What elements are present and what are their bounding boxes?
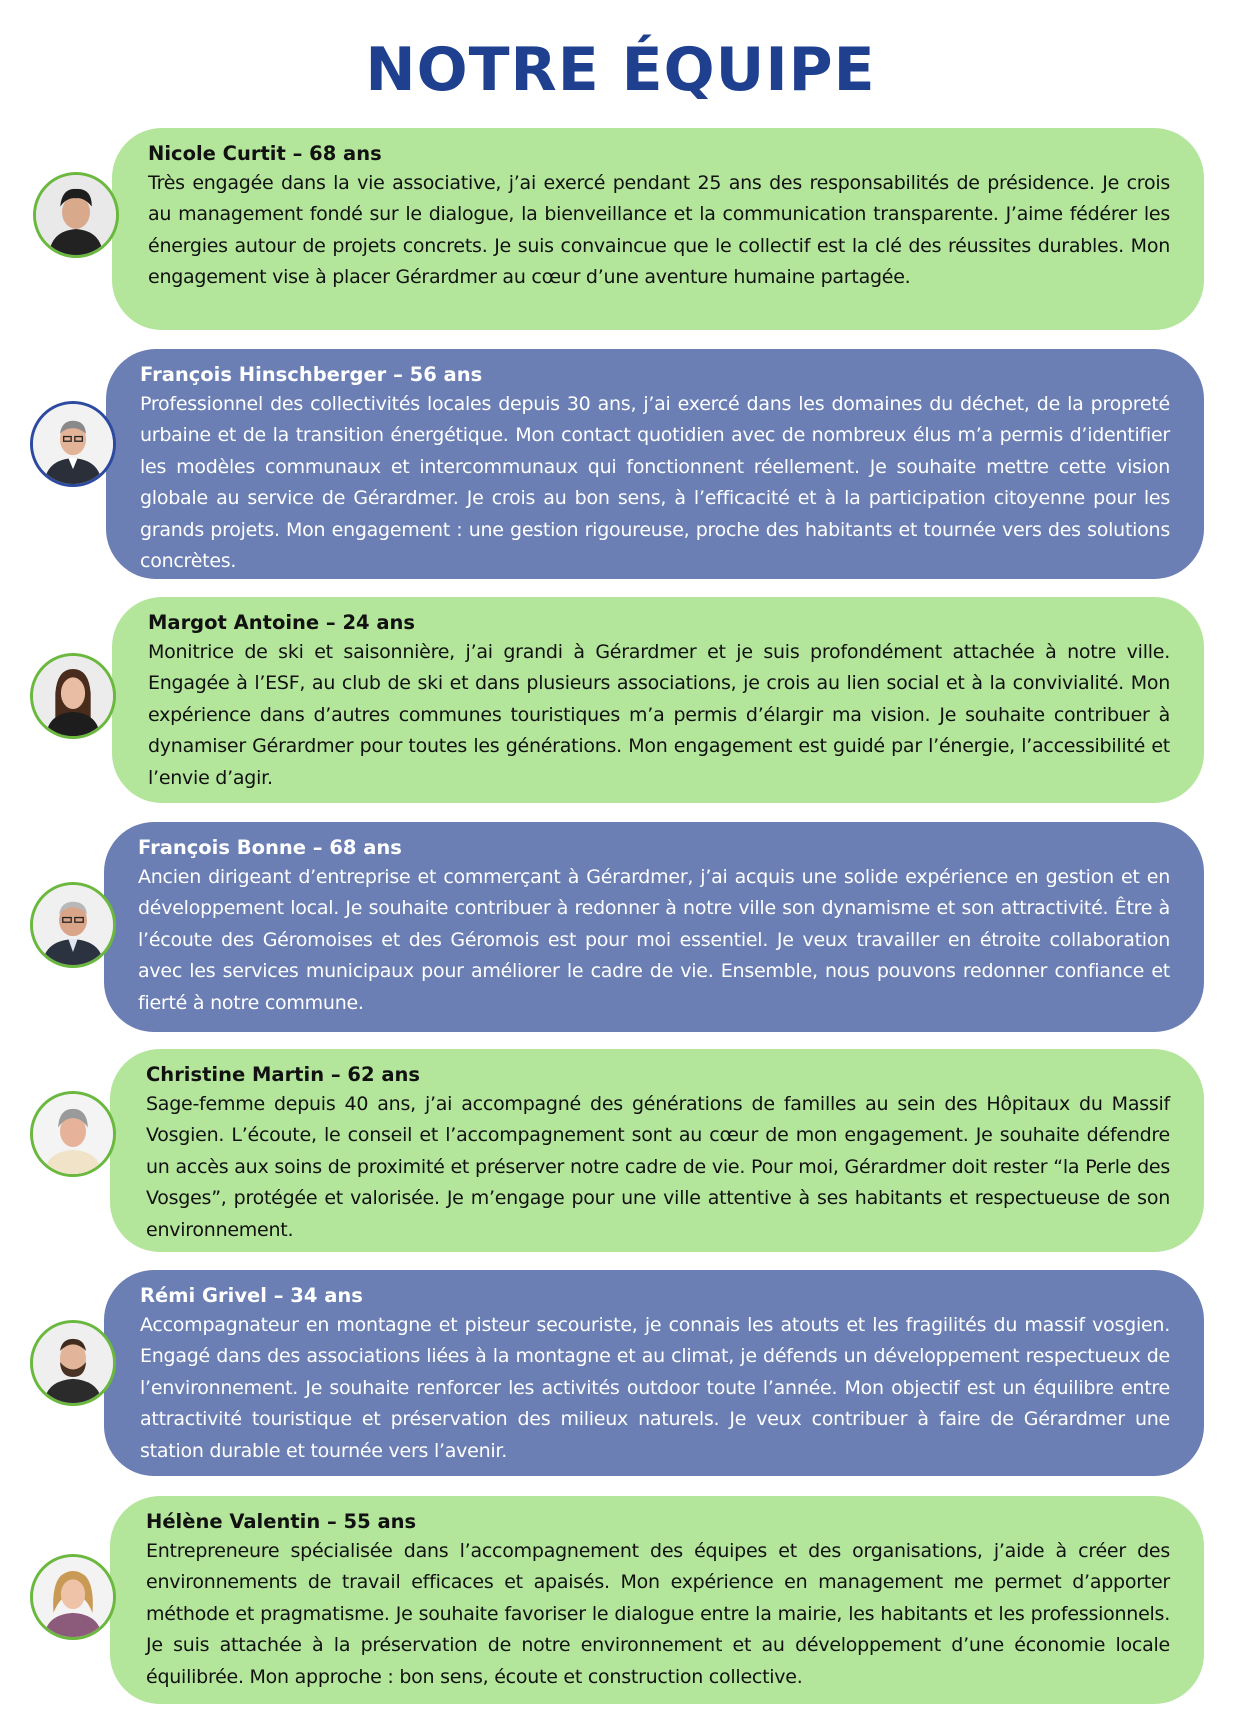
member-name: François Bonne – 68 ans [138, 836, 402, 859]
member-bio: Entrepreneure spécialisée dans l’accompagnement des équipes et des organisations, j’aide à créer des environnements de travail efficaces et apaisés. Mon expérience en management me permet d’apporter méthode et pragmatisme. Je souhaite favoriser le dialogue entre la mairie, les habitants et les professionnels. Je suis attachée à la préservation de notre environnement et au développement d’une économie locale équilibrée. Mon approche : bon sens, écoute et construction collective. [146, 1540, 1170, 1688]
member-card [110, 1049, 1204, 1252]
avatar-photo [30, 653, 116, 739]
person-portrait-icon [33, 1323, 113, 1403]
member-bio: Sage-femme depuis 40 ans, j’ai accompagné des générations de familles au sein des Hôpitaux du Massif Vosgien. L’écoute, le conseil et l’accompagnement sont au cœur de mon engagement. Je souhaite défendre un accès aux soins de proximité et préserver notre cadre de vie. Pour moi, Gérardmer doit rester “la Perle des Vosges”, protégée et valorisée. Je m’engage pour une ville attentive à ses habitants et respectueuse de son environnement. [146, 1093, 1170, 1241]
person-portrait-icon [33, 1557, 113, 1637]
member-bio: Accompagnateur en montagne et pisteur secouriste, je connais les atouts et les fragilités du massif vosgien. Engagé dans des associations liées à la montagne et au climat, je défends un développement respectueux de l’environnement. Je souhaite renforcer les activités outdoor toute l’année. Mon objectif est un équilibre entre attractivité touristique et préservation des milieux naturels. Je veux contribuer à faire de Gérardmer une station durable et tournée vers l’avenir. [140, 1314, 1170, 1462]
person-portrait-icon [36, 175, 116, 255]
member-name: Margot Antoine – 24 ans [148, 611, 416, 634]
member-card [106, 349, 1204, 579]
member-name: Christine Martin – 62 ans [146, 1063, 420, 1086]
member-bio: Ancien dirigeant d’entreprise et commerçant à Gérardmer, j’ai acquis une solide expérience en gestion et en développement local. Je souhaite contribuer à redonner à notre ville son dynamisme et son attractivité. Être à l’écoute des Géromoises et des Géromois est pour moi essentiel. Je veux travailler en étroite collaboration avec les services municipaux pour améliorer le cadre de vie. Ensemble, nous pouvons redonner confiance et fierté à notre commune. [138, 866, 1170, 1014]
member-card [112, 128, 1204, 330]
avatar-photo [33, 172, 119, 258]
member-card [110, 1496, 1204, 1704]
member-name: François Hinschberger – 56 ans [140, 363, 483, 386]
person-portrait-icon [33, 656, 113, 736]
member-bio: Très engagée dans la vie associative, j’ai exercé pendant 25 ans des responsabilités de présidence. Je crois au management fondé sur le dialogue, la bienveillance et la communication transparente. J’aime fédérer les énergies autour de projets concrets. Je suis convaincue que le collectif est la clé des réussites durables. Mon engagement vise à placer Gérardmer au cœur d’une aventure humaine partagée. [148, 172, 1170, 289]
avatar-photo [30, 1320, 116, 1406]
member-name: Hélène Valentin – 55 ans [146, 1510, 417, 1533]
member-name: Rémi Grivel – 34 ans [140, 1284, 363, 1307]
person-portrait-icon [33, 885, 113, 965]
avatar-photo [30, 1554, 116, 1640]
member-card [112, 597, 1204, 803]
person-portrait-icon [33, 404, 113, 484]
member-name: Nicole Curtit – 68 ans [148, 142, 382, 165]
member-bio: Professionnel des collectivités locales depuis 30 ans, j’ai exercé dans les domaines du déchet, de la propreté urbaine et de la transition énergétique. Mon contact quotidien avec de nombreux élus m’a permis d’identifier les modèles communaux et intercommunaux qui fonctionnent réellement. Je souhaite mettre cette vision globale au service de Gérardmer. Je crois au bon sens, à l’efficacité et à la participation citoyenne pour les grands projets. Mon engagement : une gestion rigoureuse, proche des habitants et tournée vers des solutions concrètes. [140, 393, 1170, 573]
member-bio: Monitrice de ski et saisonnière, j’ai grandi à Gérardmer et je suis profondément attachée à notre ville. Engagée à l’ESF, au club de ski et dans plusieurs associations, je crois au lien social et à la convivialité. Mon expérience dans d’autres communes touristiques m’a permis d’élargir ma vision. Je souhaite contribuer à dynamiser Gérardmer pour toutes les générations. Mon engagement est guidé par l’énergie, l’accessibilité et l’envie d’agir. [148, 641, 1170, 789]
person-portrait-icon [33, 1094, 113, 1174]
page-title: NOTRE ÉQUIPE [365, 35, 876, 105]
member-card [104, 822, 1204, 1032]
member-card [104, 1270, 1204, 1476]
avatar-photo [30, 401, 116, 487]
avatar-photo [30, 882, 116, 968]
avatar-photo [30, 1091, 116, 1177]
